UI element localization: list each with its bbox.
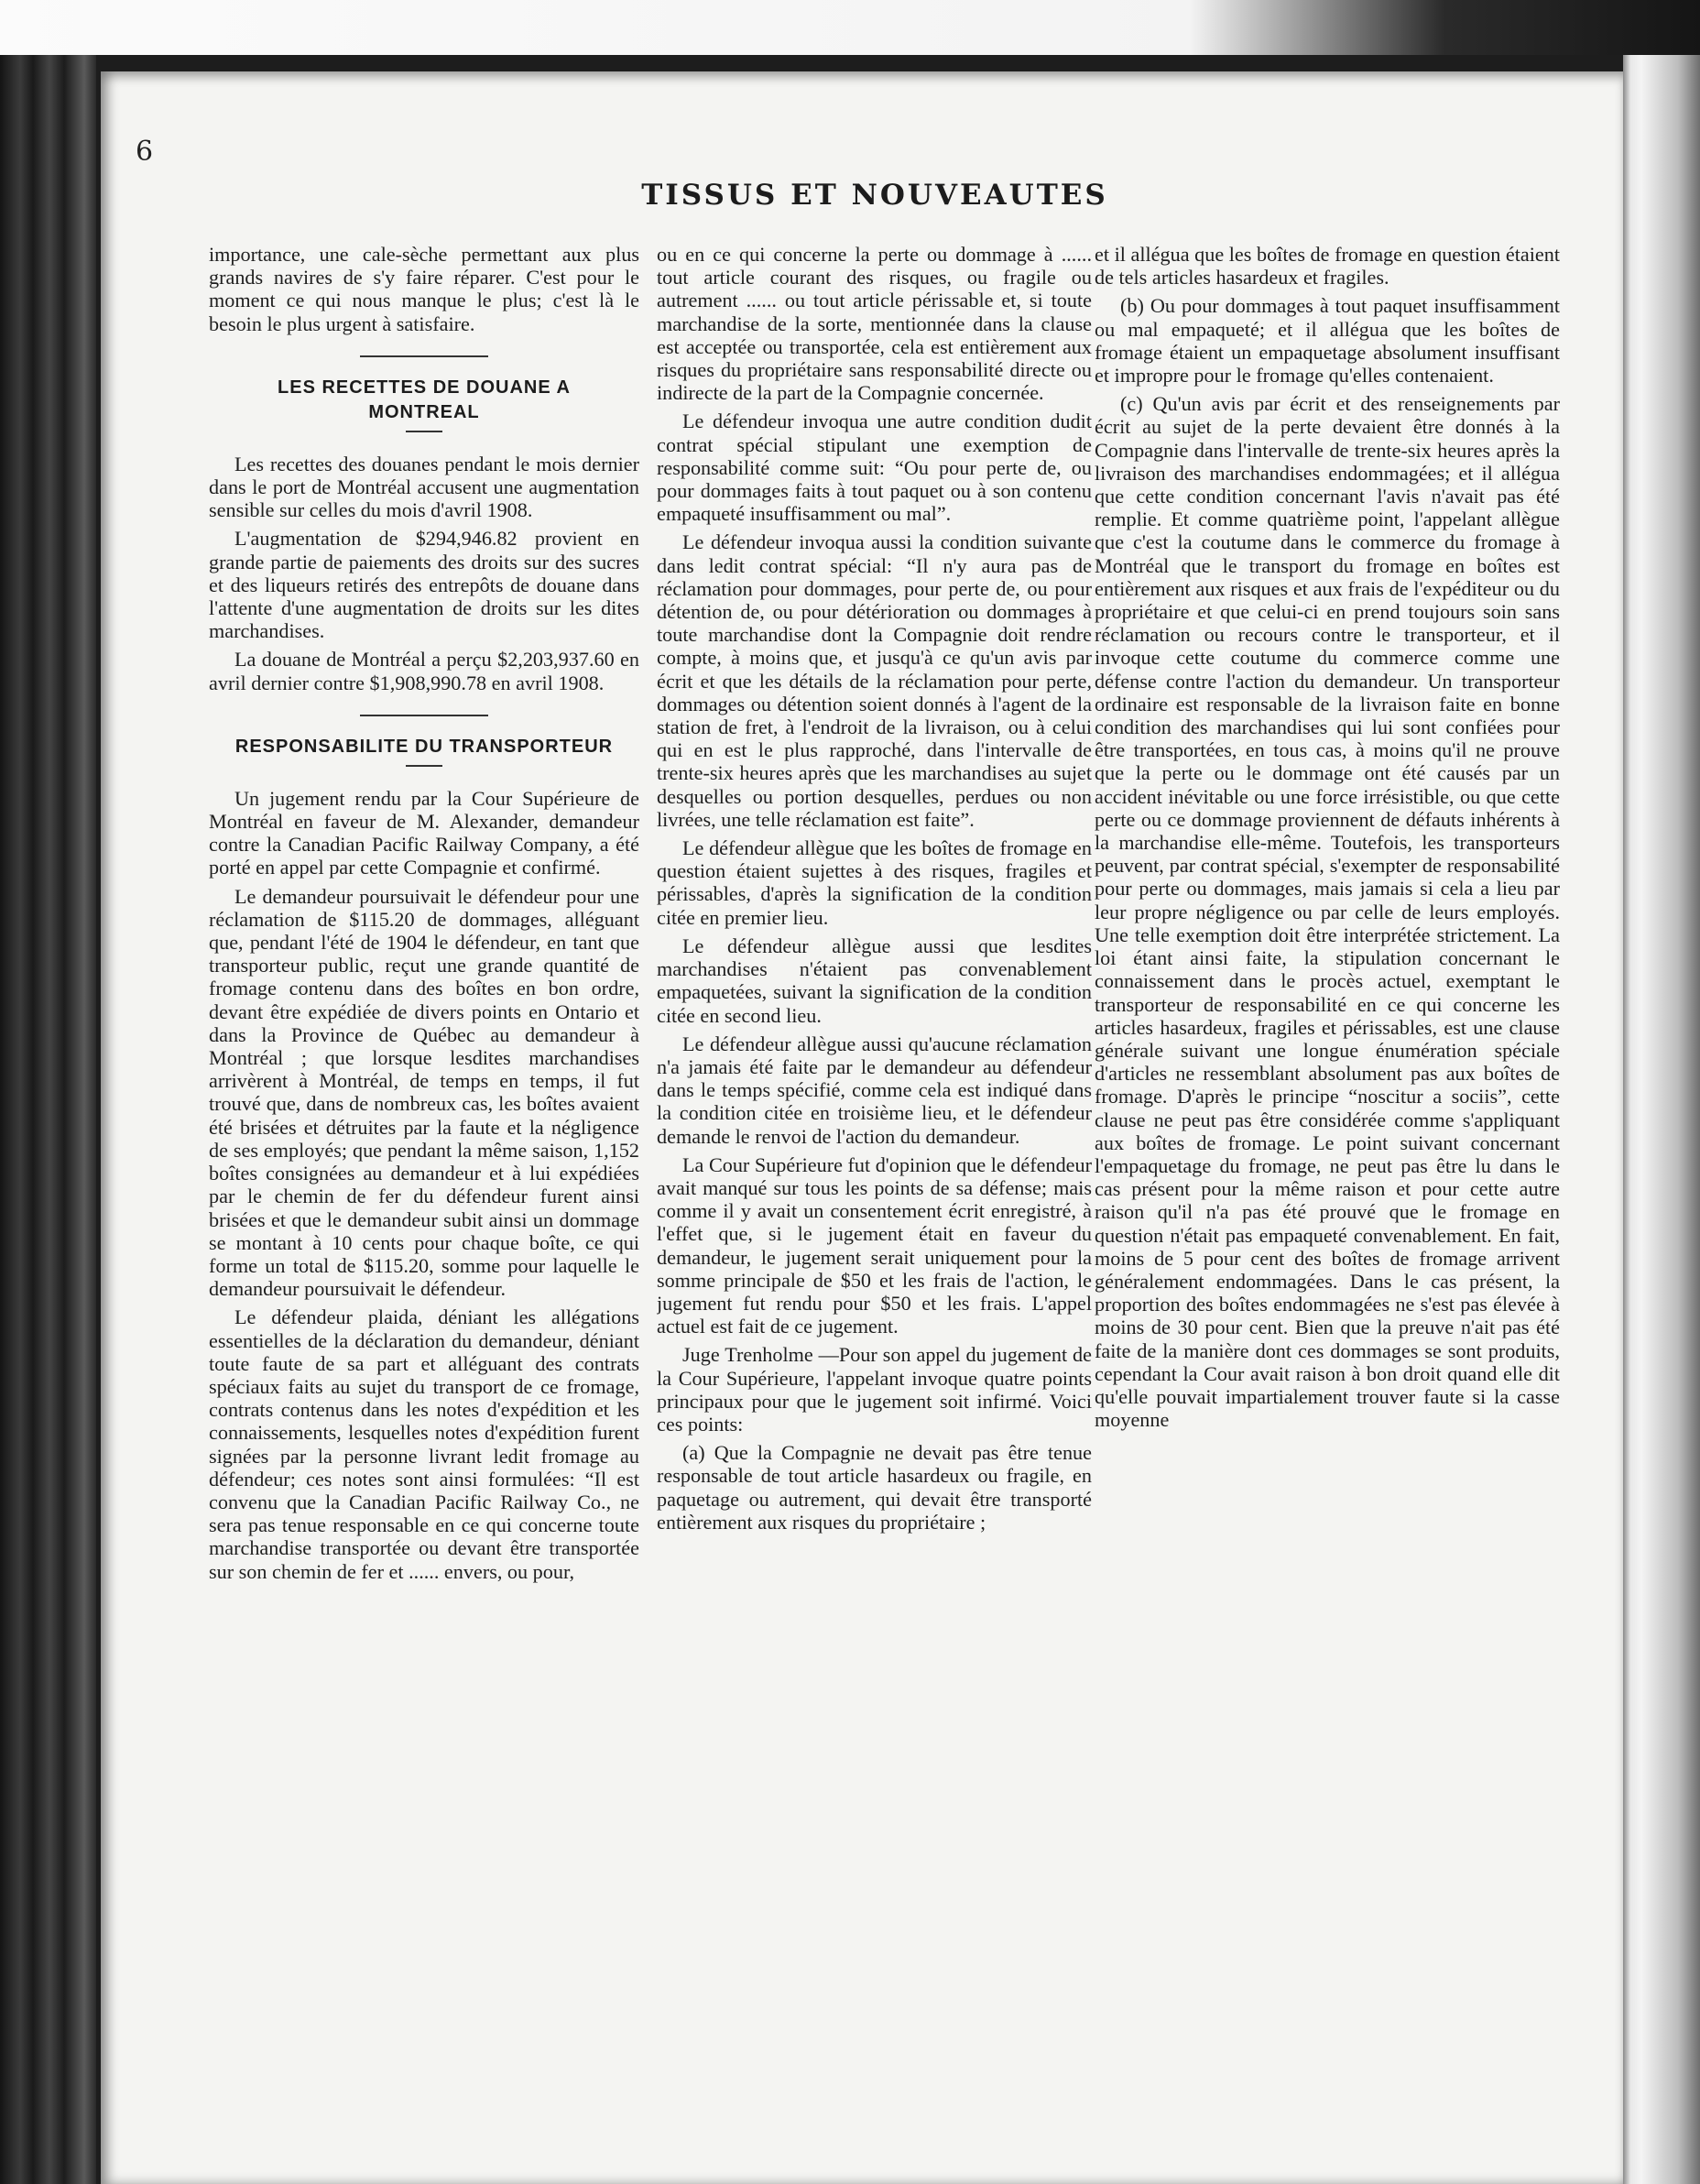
paragraph: Le défendeur invoqua aussi la condition suivante dans ledit contrat spécial: “Il n'y aura pas de réclamation pour dommages, pour perte de, ou pour détention de, ou pour détérioration ou dommages à toute marchandise dont la Compagnie doit rendre compte, à moins que, et jusqu'à ce qu'un avis par écrit et que les détails de la réclamation pour perte, dommages ou détention soient donnés à l'agent de la station de fret, à l'endroit de la livraison, ou à celui qui en est le plus rapproché, dans l'intervalle de trente-six heures après que les marchandises au sujet desquelles ou portion desquelles, perdues ou non livrées, une telle réclamation est faite”. xyxy=(657,530,1092,831)
paragraph: Le défendeur allègue aussi que lesdites marchandises n'étaient pas convenablement empaquetées, suivant la signification de la condition citée en second lieu. xyxy=(657,934,1092,1027)
text-column-2 xyxy=(657,243,1092,2157)
page-right-edge xyxy=(1623,55,1700,2184)
text-column-3 xyxy=(1095,243,1560,2157)
section-heading-transporteur: RESPONSABILITE DU TRANSPORTEUR xyxy=(234,736,614,757)
paragraph: La douane de Montréal a perçu $2,203,937.60 en avril dernier contre $1,908,990.78 en avril 1908. xyxy=(209,648,639,694)
paragraph: importance, une cale-sèche permettant aux plus grands navires de s'y faire réparer. C'est pour le moment ce qui nous manque le plus; c'est là le besoin le plus urgent à satisfaire. xyxy=(209,243,639,335)
paragraph: (b) Ou pour dommages à tout paquet insuffisamment ou mal empaqueté; et il allégua que les boîtes de fromage étaient un empaquetage absolument insuffisant et impropre pour le fromage qu'elles contenaient. xyxy=(1095,294,1560,388)
paragraph: (c) Qu'un avis par écrit et des renseignements par écrit au sujet de la perte devaient être donnés à la Compagnie dans l'intervalle de trente-six heures après la livraison des marchandises endommagées; et il allégua que cette condition concernant l'avis n'avait pas été remplie. Et comme quatrième point, l'appelant allègue que c'est la coutume dans le commerce du fromage à Montréal que le transport du fromage en boîtes est entièrement aux risques et aux frais de l'expéditeur ou du propriétaire et que celui-ci en prend toujours soin sans réclamation ou recours contre le transporteur, et il invoque cette coutume du commerce comme une défense contre l'action du demandeur. Un transporteur ordinaire est responsable de la livraison faite en bonne condition des marchandises qui lui sont confiées pour être transportées, en tous cas, à moins qu'il ne prouve que la perte ou le dommage ont été causés par un accident inévitable ou une force irrésistible, ou que cette perte ou ce dommage proviennent de défauts inhérents à la marchandise elle-même. Toutefois, les transporteurs peuvent, par contrat spécial, s'exempter de responsabilité pour perte ou dommages, mais jamais si cela a lieu par leur propre négligence ou par celle de leurs employés. Une telle exemption doit être interprétée strictement. La loi étant ainsi faite, la stipulation concernant le connaissement dans le procès actuel, exemptant le transporteur de responsabilité en ce qui concerne les articles hasardeux, fragiles et périssables, est une clause générale suivant une longue énumération spéciale d'articles ne ressemblant absolument pas aux boîtes de fromage. D'après le principe “noscitur a sociis”, cette clause ne peut pas être considérée comme s'appliquant aux boîtes de fromage. Le point suivant concernant l'empaquetage du fromage, ne peut pas être lu dans le cas présent pour la même raison et pour cette autre raison qu'il n'a pas été prouvé que le fromage en question n'était pas empaqueté convenablement. En fait, moins de 5 pour cent des boîtes de fromage arrivent généralement endommagées. Dans le cas présent, la proportion des boîtes endommagées ne s'est pas élevée à moins de 30 pour cent. Bien que la preuve n'ait pas été faite de la manière dont ces dommages se sont produits, cependant la Cour avait raison à bon droit quand elle dit qu'elle pouvait impartialement trouver faute si la casse moyenne xyxy=(1095,392,1560,1432)
paragraph: (a) Que la Compagnie ne devait pas être tenue responsable de tout article hasardeux ou fragile, en paquetage ou autrement, qui devait être transporté entièrement aux risques du propriétaire ; xyxy=(657,1441,1092,1534)
section-heading-douane: LES RECETTES DE DOUANE A MONTREAL xyxy=(278,377,571,422)
paragraph: Le demandeur poursuivait le défendeur pour une réclamation de $115.20 de dommages, alléguant que, pendant l'été de 1904 le défendeur, en tant que transporteur public, reçut une grande quantité de fromage contenu dans des boîtes en bon ordre, devant être expédiée de divers points en Ontario et dans la Province de Québec au demandeur à Montréal ; que lorsque lesdites marchandises arrivèrent à Montréal, de temps en temps, il fut trouvé que, dans de nombreux cas, les boîtes avaient été brisées et détruites par la faute et la négligence de ses employés; que pendant la même saison, 1,152 boîtes consignées au demandeur et à lui expédiées par le chemin de fer du défendeur furent ainsi brisées et que le demandeur subit ainsi un dommage se montant à 10 cents pour chaque boîte, ce qui forme un total de $115.20, somme pour laquelle le demandeur poursuivait le défendeur. xyxy=(209,884,639,1301)
paragraph: Le défendeur invoqua une autre condition dudit contrat spécial stipulant une exemption de responsabilité comme suit: “Ou pour perte de, ou pour dommages faits à tout paquet ou à son contenu empaqueté insuffisamment ou mal”. xyxy=(657,410,1092,526)
text-column-1 xyxy=(209,243,639,2157)
page-number: 6 xyxy=(136,136,154,168)
paragraph: Le défendeur plaida, déniant les allégations essentielles de la déclaration du demandeur, déniant toute faute de sa part et alléguant des contrats spéciaux faits au sujet du transport de ce fromage, contrats contenus dans les notes d'expédition et les connaissements, lesquelles notes d'expédition furent signées par la personne livrant ledit fromage au défendeur; ces notes sont ainsi formulées: “Il est convenu que la Canadian Pacific Railway Co., ne sera pas tenue responsable en ce qui concerne toute marchandise transportée ou devant être transportée sur son chemin de fer et ...... envers, ou pour, xyxy=(209,1305,639,1583)
section-divider xyxy=(360,355,488,357)
paragraph: L'augmentation de $294,946.82 provient en grande partie de paiements des droits sur des sucres et des liqueurs retirés des entrepôts de douane dans l'attente d'une augmentation de droits sur les dites marchandises. xyxy=(209,527,639,643)
paragraph: La Cour Supérieure fut d'opinion que le défendeur avait manqué sur tous les points de sa défense; mais comme il y avait un consentement écrit enregistré, à l'effet que, si le jugement était en faveur du demandeur, le jugement serait uniquement pour la somme principale de $50 et les frais de l'action, le jugement fut rendu pour $50 et les frais. L'appel actuel est fait de ce jugement. xyxy=(657,1152,1092,1338)
paragraph: Le défendeur allègue aussi qu'aucune réclamation n'a jamais été faite par le demandeur au défendeur dans le temps spécifié, comme cela est indiqué dans la condition citée en troisième lieu, et le défendeur demande le renvoi de l'action du demandeur. xyxy=(657,1032,1092,1148)
heading-underline xyxy=(406,431,442,432)
section-divider xyxy=(360,715,488,716)
heading-underline xyxy=(406,765,442,767)
running-head-title: TISSUS ET NOUVEAUTES xyxy=(641,179,1108,212)
paragraph: et il allégua que les boîtes de fromage en question étaient de tels articles hasardeux et fragiles. xyxy=(1095,243,1560,289)
scanner-top-margin xyxy=(0,0,1700,55)
book-binding-edge xyxy=(0,55,96,2184)
paragraph: Un jugement rendu par la Cour Supérieure de Montréal en faveur de M. Alexander, demandeur contre la Canadian Pacific Railway Company, a été porté en appel par cette Compagnie et confirmé. xyxy=(209,786,639,879)
paragraph: ou en ce qui concerne la perte ou dommage à ...... tout article courant des risques, ou fragile ou autrement ...... ou tout article périssable et, si toute marchandise de la sorte, mentionnée dans la clause est acceptée ou transportée, cela est entièrement aux risques du propriétaire sans responsabilité directe ou indirecte de la part de la Compagnie concernée. xyxy=(657,243,1092,405)
paragraph: Le défendeur allègue que les boîtes de fromage en question étaient sujettes à des risques, fragiles et périssables, d'après la signification de la condition citée en premier lieu. xyxy=(657,836,1092,929)
paragraph: Juge Trenholme —Pour son appel du jugement de la Cour Supérieure, l'appelant invoque quatre points principaux pour que le jugement soit infirmé. Voici ces points: xyxy=(657,1343,1092,1436)
paragraph: Les recettes des douanes pendant le mois dernier dans le port de Montréal accusent une augmentation sensible sur celles du mois d'avril 1908. xyxy=(209,452,639,522)
